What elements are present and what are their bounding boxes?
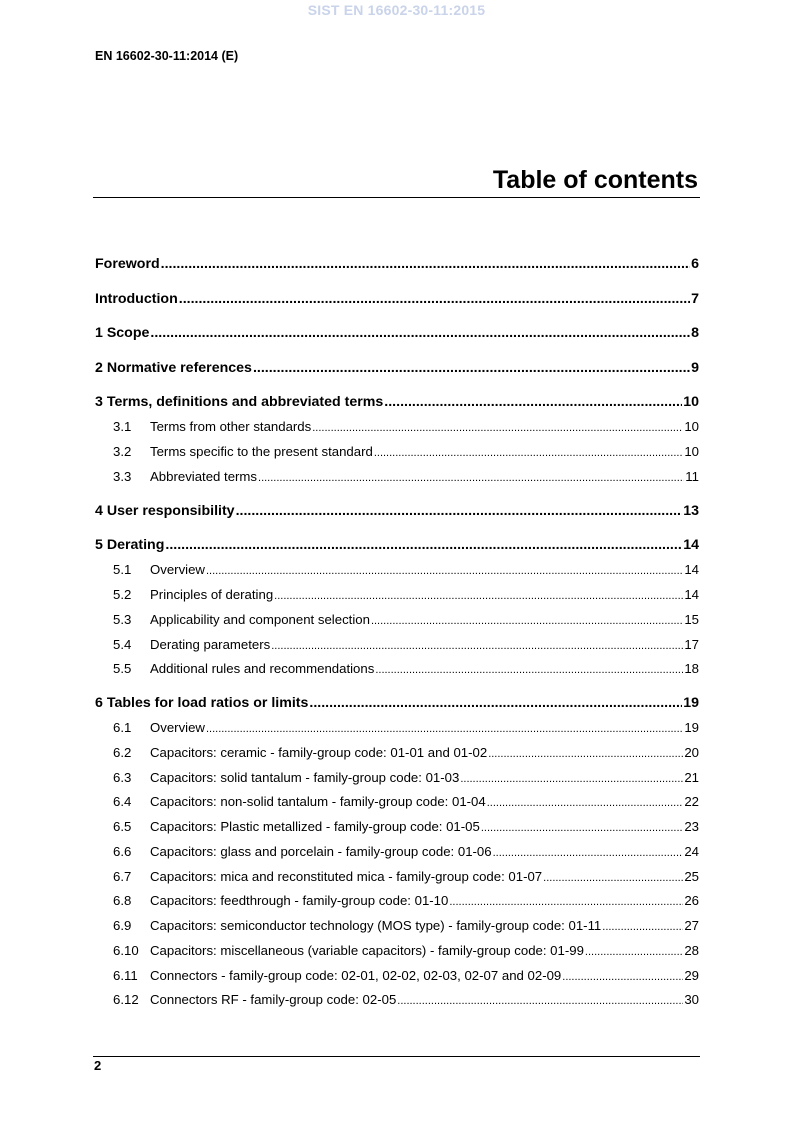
toc-page-number: 14	[683, 537, 699, 554]
toc-page-number: 23	[684, 819, 699, 835]
toc-subentry[interactable]	[95, 635, 699, 654]
toc-section-number: 5.2	[113, 587, 132, 603]
toc-entry[interactable]	[95, 289, 699, 309]
toc-page-number: 14	[684, 562, 699, 578]
toc-entry[interactable]	[95, 501, 699, 521]
toc-page-number: 28	[684, 942, 699, 958]
toc-subentry[interactable]	[95, 743, 699, 762]
toc-section-number: 5.1	[113, 562, 132, 578]
toc-section-number: 6.1	[113, 720, 132, 736]
toc-subentry[interactable]	[95, 585, 699, 604]
dot-leader	[449, 891, 683, 912]
toc-subentry[interactable]	[95, 610, 699, 629]
toc-page-number: 29	[684, 967, 699, 983]
dot-leader	[236, 501, 683, 521]
toc-page-number: 13	[683, 502, 699, 519]
toc-subentry[interactable]	[95, 990, 699, 1009]
toc-subentry[interactable]	[95, 442, 699, 461]
toc-section-number: 3.3	[113, 468, 132, 484]
toc-subentry[interactable]	[95, 792, 699, 811]
toc-page-number: 6	[691, 256, 699, 272]
dot-leader	[371, 610, 683, 631]
toc-section-number: 6.5	[113, 819, 132, 835]
page-title: Table of contents	[492, 166, 698, 194]
dot-leader	[602, 916, 683, 937]
toc-entry[interactable]	[95, 254, 699, 274]
toc-section-number: 6.3	[113, 769, 132, 785]
toc-page-number: 8	[691, 325, 699, 342]
toc-section-number: 5.5	[113, 661, 132, 677]
table-of-contents	[95, 254, 699, 1024]
toc-subentry[interactable]	[95, 768, 699, 787]
toc-section-number: 6.10	[113, 942, 139, 958]
dot-leader	[487, 792, 684, 813]
footer-divider	[93, 1056, 700, 1057]
toc-entry[interactable]	[95, 358, 699, 378]
dot-leader	[481, 817, 683, 838]
toc-label: Connectors - family-group code: 02-01, 02-02, 02-03, 02-07 and 02-09	[150, 967, 562, 983]
dot-leader	[179, 289, 690, 309]
dot-leader	[562, 966, 683, 987]
toc-page-number: 10	[684, 419, 699, 435]
toc-label: Terms specific to the present standard	[150, 444, 373, 460]
dot-leader	[271, 635, 683, 656]
dot-leader	[165, 535, 682, 555]
toc-label: Capacitors: miscellaneous (variable capacitors) - family-group code: 01-99	[150, 942, 584, 958]
dot-leader	[397, 990, 683, 1011]
toc-subentry[interactable]	[95, 916, 699, 935]
toc-label: Connectors RF - family-group code: 02-05	[150, 992, 397, 1008]
toc-label: Capacitors: glass and porcelain - family-group code: 01-06	[150, 843, 492, 859]
toc-section-number: 6.9	[113, 918, 132, 934]
toc-subentry[interactable]	[95, 891, 699, 910]
document-id: EN 16602-30-11:2014 (E)	[95, 49, 239, 63]
watermark: SIST EN 16602-30-11:2015	[307, 2, 486, 18]
toc-label: Terms from other standards	[150, 419, 312, 435]
dot-leader	[309, 693, 682, 713]
toc-page-number: 10	[684, 444, 699, 460]
toc-page-number: 20	[684, 744, 699, 760]
toc-label: Introduction	[95, 290, 178, 307]
toc-subentry[interactable]	[95, 659, 699, 678]
toc-label: 3 Terms, definitions and abbreviated terms	[95, 394, 384, 411]
toc-page-number: 9	[691, 359, 699, 376]
toc-subentry[interactable]	[95, 560, 699, 579]
toc-subentry[interactable]	[95, 867, 699, 886]
toc-label: Capacitors: ceramic - family-group code: 01-01 and 01-02	[150, 744, 488, 760]
toc-label: Overview	[150, 720, 205, 736]
dot-leader	[493, 842, 684, 863]
dot-leader	[375, 659, 683, 680]
toc-page-number: 18	[684, 661, 699, 677]
toc-page-number: 26	[684, 893, 699, 909]
toc-page-number: 7	[691, 290, 699, 307]
toc-section-number: 6.11	[113, 967, 138, 983]
toc-subentry[interactable]	[95, 817, 699, 836]
toc-label: Capacitors: solid tantalum - family-group code: 01-03	[150, 769, 460, 785]
toc-label: 6 Tables for load ratios or limits	[95, 695, 309, 712]
toc-page-number: 24	[684, 843, 699, 859]
dot-leader	[253, 358, 690, 378]
toc-section-number: 6.6	[113, 843, 132, 859]
dot-leader	[206, 718, 683, 739]
toc-label: Additional rules and recommendations	[150, 661, 375, 677]
toc-entry[interactable]	[95, 535, 699, 555]
dot-leader	[384, 392, 682, 412]
toc-label: Capacitors: non-solid tantalum - family-group code: 01-04	[150, 794, 486, 810]
toc-label: Derating parameters	[150, 636, 271, 652]
toc-section-number: 5.3	[113, 611, 132, 627]
toc-label: 4 User responsibility	[95, 502, 235, 519]
toc-page-number: 25	[684, 868, 699, 884]
toc-entry[interactable]	[95, 693, 699, 713]
toc-page-number: 30	[684, 992, 699, 1008]
toc-section-number: 3.1	[113, 419, 132, 435]
toc-subentry[interactable]	[95, 417, 699, 436]
toc-page-number: 15	[684, 611, 699, 627]
toc-subentry[interactable]	[95, 718, 699, 737]
toc-subentry[interactable]	[95, 941, 699, 960]
dot-leader	[312, 417, 683, 438]
toc-label: Overview	[150, 562, 205, 578]
toc-label: Capacitors: mica and reconstituted mica - family-group code: 01-07	[150, 868, 543, 884]
dot-leader	[150, 323, 690, 343]
toc-label: Principles of derating	[150, 587, 274, 603]
toc-section-number: 6.4	[113, 794, 132, 810]
title-divider	[93, 197, 700, 198]
toc-page-number: 21	[684, 769, 699, 785]
toc-page-number: 19	[684, 720, 699, 736]
toc-page-number: 27	[684, 918, 699, 934]
toc-section-number: 3.2	[113, 444, 132, 460]
dot-leader	[543, 867, 683, 888]
toc-page-number: 17	[684, 636, 699, 652]
toc-label: Capacitors: semiconductor technology (MOS type) - family-group code: 01-11	[150, 918, 602, 934]
toc-label: 5 Derating	[95, 537, 165, 554]
toc-subentry[interactable]	[95, 467, 699, 486]
page-number: 2	[94, 1058, 102, 1073]
toc-entry[interactable]	[95, 392, 699, 412]
toc-label: 1 Scope	[95, 325, 150, 342]
dot-leader	[274, 585, 683, 606]
toc-section-number: 6.8	[113, 893, 132, 909]
dot-leader	[460, 768, 683, 789]
toc-subentry[interactable]	[95, 966, 699, 985]
toc-label: Foreword	[95, 256, 160, 272]
toc-label: Abbreviated terms	[150, 468, 258, 484]
toc-label: Capacitors: Plastic metallized - family-group code: 01-05	[150, 819, 480, 835]
toc-section-number: 6.7	[113, 868, 132, 884]
dot-leader	[374, 442, 684, 463]
toc-section-number: 5.4	[113, 636, 132, 652]
toc-subentry[interactable]	[95, 842, 699, 861]
toc-page-number: 22	[684, 794, 699, 810]
toc-page-number: 11	[685, 468, 699, 484]
dot-leader	[206, 560, 683, 581]
dot-leader	[585, 941, 683, 962]
toc-label: Applicability and component selection	[150, 611, 370, 627]
toc-entry[interactable]	[95, 323, 699, 343]
toc-page-number: 14	[684, 587, 699, 603]
dot-leader	[258, 467, 684, 488]
dot-leader	[161, 254, 690, 274]
toc-label: Capacitors: feedthrough - family-group code: 01-10	[150, 893, 449, 909]
toc-section-number: 6.2	[113, 744, 132, 760]
toc-page-number: 19	[683, 695, 699, 712]
dot-leader	[488, 743, 683, 764]
toc-label: 2 Normative references	[95, 359, 252, 376]
toc-section-number: 6.12	[113, 992, 139, 1008]
toc-page-number: 10	[683, 394, 699, 411]
